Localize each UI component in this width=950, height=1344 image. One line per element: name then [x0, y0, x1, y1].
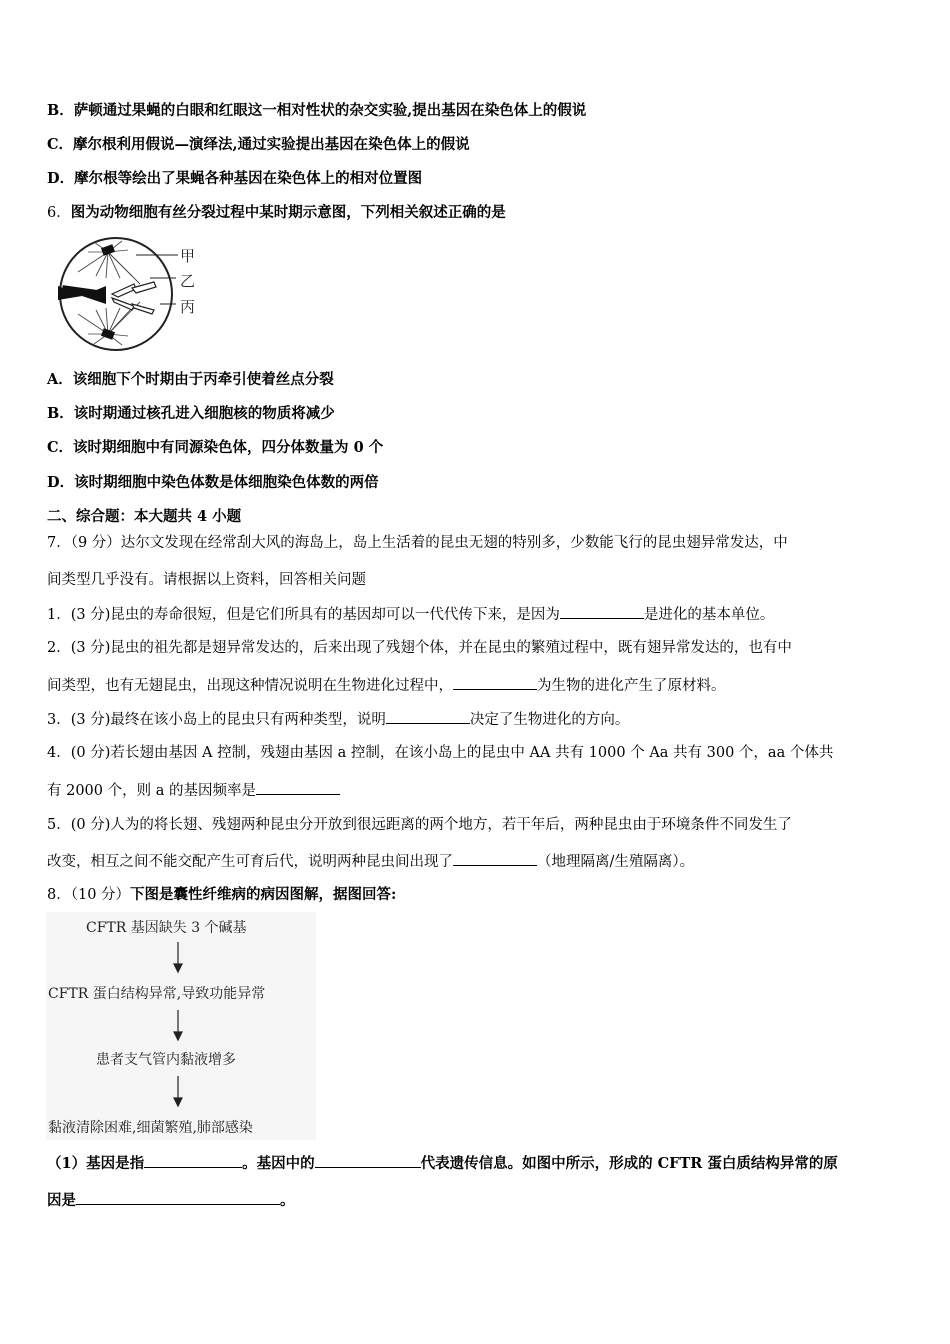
q8-part2-tail: 。: [280, 1192, 295, 1209]
q8-stem: [47, 885, 396, 905]
q7-sub4-line2: [47, 780, 340, 801]
q7-sub2-tail: 为生物的进化产生了原材料。: [537, 678, 726, 694]
answer-blank[interactable]: [453, 851, 537, 866]
flow-step-3: 患者支气管内黏液增多: [96, 1052, 236, 1068]
answer-blank[interactable]: [453, 675, 537, 690]
label-bing: 丙: [180, 298, 196, 316]
q7-sub3-text: 3．(3 分)最终在该小岛上的昆虫只有两种类型，说明: [47, 712, 386, 728]
q7-sub2-line2: [47, 675, 726, 696]
q7-sub5-tail: （地理隔离/生殖隔离）。: [537, 854, 695, 870]
centriole-bottom: [101, 328, 115, 340]
answer-blank[interactable]: [315, 1153, 421, 1168]
q7-sub2-line1: 2．(3 分)昆虫的祖先都是翅异常发达的，后来出现了残翅个体，并在昆虫的繁殖过程中，既有翅异常发达的，也有中: [47, 640, 792, 656]
flow-step-2: CFTR 蛋白结构异常,导致功能异常: [48, 986, 266, 1002]
q7-sub1: [47, 604, 774, 625]
q7-sub3-tail: 决定了生物进化的方向。: [469, 712, 630, 728]
cftr-flow-diagram: [46, 912, 316, 1140]
q7-sub4-text: 有 2000 个，则 a 的基因频率是: [47, 783, 256, 799]
q7-sub2-text: 间类型，也有无翅昆虫，出现这种情况说明在生物进化过程中，: [47, 678, 453, 694]
q8-part1-text: （1）基因是指: [47, 1155, 145, 1172]
q7-sub1-text: 1．(3 分)昆虫的寿命很短，但是它们所具有的基因却可以一代代传下来，是因为: [47, 607, 560, 623]
chromosome-black: [58, 285, 106, 304]
q6-option-a: A．该细胞下个时期由于丙牵引使着丝点分裂: [47, 371, 334, 388]
q6-stem: [47, 203, 506, 223]
q7-sub5-text: 改变，相互之间不能交配产生可育后代，说明两种昆虫间出现了: [47, 854, 453, 870]
q8-part1-line1: [47, 1153, 838, 1174]
q7-stem-line2: 间类型几乎没有。请根据以上资料，回答相关问题: [47, 572, 366, 588]
q6-option-c: C．该时期细胞中有同源染色体，四分体数量为 0 个: [47, 439, 384, 456]
q5-option-d: D．摩尔根等绘出了果蝇各种基因在染色体上的相对位置图: [47, 170, 423, 187]
q7-sub5-line2: [47, 851, 694, 872]
section-heading: 二、综合题：本大题共 4 小题: [47, 508, 242, 525]
cell-mitosis-figure: [48, 236, 208, 352]
chromosome-white: [112, 282, 156, 314]
q7-stem-line1: 7．（9 分）达尔文发现在经常刮大风的海岛上，岛上生活着的昆虫无翅的特别多，少数能飞行的昆虫翅异常发达，中: [47, 535, 788, 551]
centriole-top: [101, 244, 115, 256]
q6-text: 图为动物细胞有丝分裂过程中某时期示意图，下列相关叙述正确的是: [70, 204, 506, 221]
q6-option-b: B．该时期通过核孔进入细胞核的物质将减少: [47, 405, 335, 422]
label-yi: 乙: [180, 272, 196, 290]
q8-number: 8．（10 分）: [47, 887, 131, 903]
answer-blank[interactable]: [560, 604, 644, 619]
q7-sub1-tail: 是进化的基本单位。: [643, 607, 775, 623]
answer-blank[interactable]: [256, 780, 340, 795]
q8-part1-tail: 代表遗传信息。如图中所示，形成的 CFTR 蛋白质结构异常的原: [420, 1155, 838, 1172]
answer-blank[interactable]: [386, 709, 470, 724]
q5-option-c: C．摩尔根利用假说—演绎法,通过实验提出基因在染色体上的假说: [47, 136, 470, 153]
q7-sub4-line1: 4．(0 分)若长翅由基因 A 控制，残翅由基因 a 控制，在该小岛上的昆虫中 AA 共有 1000 个 Aa 共有 300 个，aa 个体共: [47, 745, 834, 761]
q7-sub3: [47, 709, 629, 730]
q7-sub5-line1: 5．(0 分)人为的将长翅、残翅两种昆虫分开放到很远距离的两个地方，若干年后，两种昆虫由于环境条件不同发生了: [47, 817, 792, 833]
q5-option-b: B．萨顿通过果蝇的白眼和红眼这一相对性状的杂交实验,提出基因在染色体上的假说: [47, 102, 587, 119]
q6-number: 6．: [47, 205, 71, 221]
flow-step-1: CFTR 基因缺失 3 个碱基: [86, 920, 247, 936]
answer-blank[interactable]: [76, 1190, 280, 1205]
q8-part1-line2: [47, 1190, 295, 1211]
q6-option-d: D．该时期细胞中染色体数是体细胞染色体数的两倍: [47, 474, 379, 491]
q8-text: 下图是囊性纤维病的病因图解，据图回答:: [130, 886, 397, 903]
flow-background: [46, 912, 316, 1140]
q8-part1-mid: 。基因中的: [242, 1155, 315, 1172]
flow-step-4: 黏液清除困难,细菌繁殖,肺部感染: [48, 1120, 253, 1136]
answer-blank[interactable]: [144, 1153, 242, 1168]
label-jia: 甲: [180, 247, 196, 265]
q8-part2-text: 因是: [47, 1192, 76, 1209]
